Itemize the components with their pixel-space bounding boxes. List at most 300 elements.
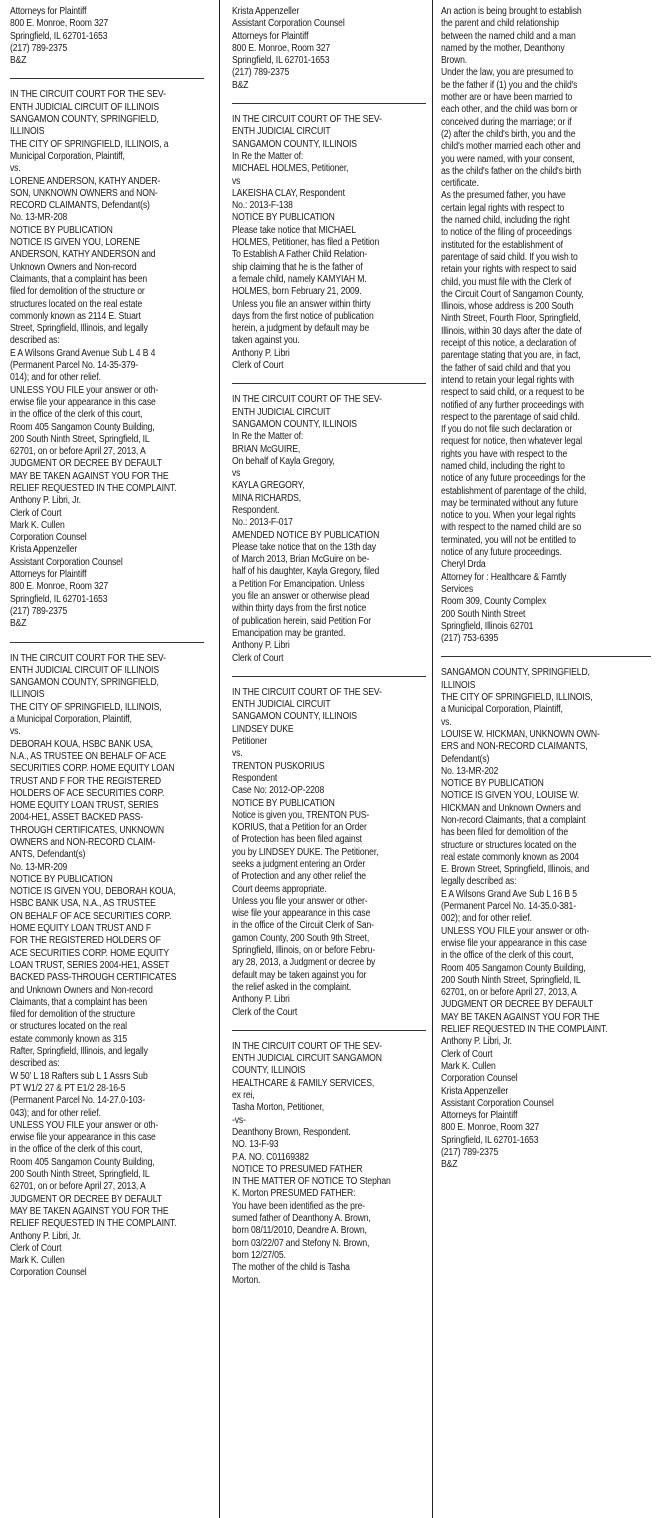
notice-line: Anthony P. Libri xyxy=(232,347,290,359)
notice-line: KORIUS, that a Petition for an Order xyxy=(232,822,367,834)
notice-line: IN THE CIRCUIT COURT OF THE SEV- xyxy=(232,1040,382,1052)
notice-line: B&Z xyxy=(441,1159,458,1171)
notice-line: RELIEF REQUESTED IN THE COMPLAINT. xyxy=(10,1218,177,1230)
notice-line: structures located on the real estate xyxy=(10,298,143,310)
notice-line: real estate commonly known as 2004 xyxy=(441,851,579,863)
notice-line: To Establish A Father Child Relation- xyxy=(232,249,368,261)
notice-line: estate commonly known as 315 xyxy=(10,1033,128,1045)
notice-separator xyxy=(232,676,426,677)
notice-line: taken against you. xyxy=(232,335,300,347)
legal-notice xyxy=(232,394,426,665)
notice-line: filed for demolition of the structure xyxy=(10,1009,135,1021)
notice-line: named child, including the right to xyxy=(441,460,565,472)
notice-line: 200 South Ninth Street, Springfield, IL xyxy=(10,1169,150,1181)
notice-line: Clerk of the Court xyxy=(232,1006,298,1018)
notice-line: As the presumed father, you have xyxy=(441,190,566,202)
notice-separator xyxy=(232,383,426,384)
notice-line: (217) 789-2375 xyxy=(232,67,290,79)
notice-line: UNLESS YOU FILE your answer or oth- xyxy=(10,1119,159,1131)
notice-line: Please take notice that on the 13th day xyxy=(232,541,376,553)
notice-line: or structures located on the real xyxy=(10,1021,127,1033)
notice-line: child, you must file with the Clerk of xyxy=(441,276,572,288)
notice-line: Clerk of Court xyxy=(441,1048,493,1060)
notice-line: SANGAMON COUNTY, SPRINGFIELD, xyxy=(10,114,159,126)
notice-line: in the office of the clerk of this court, xyxy=(441,950,574,962)
column-3 xyxy=(441,0,651,1518)
notice-line: -vs- xyxy=(232,1114,246,1126)
notice-separator xyxy=(10,78,204,79)
notice-line: mother are or have been married to xyxy=(441,92,573,104)
notice-line: OWNERS and NON-RECORD CLAIM- xyxy=(10,837,156,848)
notice-line: herein, a judgment by default may be xyxy=(232,323,370,335)
notice-line: Anthony P. Libri, Jr. xyxy=(441,1036,512,1048)
notice-line: 2004-HE1, ASSET BACKED PASS- xyxy=(10,812,144,824)
notice-line: If you do not file such declaration or xyxy=(441,424,573,436)
notice-line: 014); and for other relief. xyxy=(10,372,101,384)
notice-line: ANTS, Defendant(s) xyxy=(10,849,86,861)
notice-line: as the child's father on the child's birth xyxy=(441,165,582,177)
notice-line: LORENE ANDERSON, KATHY ANDER- xyxy=(10,175,161,187)
notice-line: Krista Appenzeller xyxy=(10,544,78,556)
notice-line: RECORD CLAIMANTS, Defendant(s) xyxy=(10,200,150,212)
notice-line: 800 E. Monroe, Room 327 xyxy=(441,1122,540,1134)
legal-notice xyxy=(232,6,426,92)
notice-line: ex rei, xyxy=(232,1090,255,1102)
notice-line: erwise file your appearance in this case xyxy=(10,1132,156,1144)
notice-line: notice of any future proceedings. xyxy=(441,547,562,559)
notice-line: ENTH JUDICIAL CIRCUIT xyxy=(232,406,331,418)
notice-line: of March 2013, Brian McGuire on be- xyxy=(232,554,370,566)
notice-line: and Unknown Owners and Non-record xyxy=(10,984,153,996)
notice-line: Services xyxy=(441,583,474,595)
notice-line: HOME EQUITY LOAN TRUST AND F xyxy=(10,923,151,935)
notice-line: has been filed for demolition of the xyxy=(441,827,569,839)
notice-line: vs. xyxy=(10,163,21,175)
notice-line: request for notice, then whatever legal xyxy=(441,436,583,448)
notice-line: vs. xyxy=(441,716,452,728)
notice-line: E A Wilsons Grand Avenue Sub L 4 B 4 xyxy=(10,347,156,359)
notice-line: (217) 789-2375 xyxy=(441,1147,499,1159)
notice-line: Assistant Corporation Counsel xyxy=(232,18,345,30)
notice-line: default may be taken against you for xyxy=(232,969,367,981)
notice-line: (Permanent Parcel No. 14-27.0-103- xyxy=(10,1095,145,1107)
notice-line: the parent and child relationship xyxy=(441,18,559,30)
notice-line: NOTICE BY PUBLICATION xyxy=(232,797,335,809)
notice-line: No.: 2013-F-138 xyxy=(232,200,293,212)
notice-line: receipt of this notice, a declaration of xyxy=(441,338,577,350)
notice-line: 62701, on or before April 27, 2013, A xyxy=(441,987,577,999)
notice-line: NOTICE IS GIVEN YOU, LORENE xyxy=(10,237,140,249)
notice-line: NOTICE BY PUBLICATION xyxy=(232,212,335,224)
notice-line: Attorneys for Plaintiff xyxy=(441,1110,518,1122)
notice-line: of publication herein, said Petition For xyxy=(232,615,371,627)
notice-line: IN THE CIRCUIT COURT OF THE SEV- xyxy=(232,686,382,698)
notice-line: Clerk of Court xyxy=(10,507,62,519)
legal-notice xyxy=(10,6,204,67)
notice-line: retain your rights with respect to said xyxy=(441,264,577,276)
notice-line: NO. 13-F-93 xyxy=(232,1139,279,1151)
notice-line: No.: 2013-F-017 xyxy=(232,517,293,529)
notice-line: N.A., AS TRUSTEE ON BEHALF OF ACE xyxy=(10,750,166,762)
notice-line: the named child, including the right xyxy=(441,215,570,227)
column-divider-1 xyxy=(219,0,220,1518)
notice-line: AMENDED NOTICE BY PUBLICATION xyxy=(232,529,380,541)
notice-line: born 08/11/2010, Deandre A. Brown, xyxy=(232,1225,367,1237)
notice-line: the Circuit Court of Sangamon County, xyxy=(441,288,584,300)
notice-line: Corporation Counsel xyxy=(441,1073,518,1085)
notice-line: Room 309, County Complex xyxy=(441,596,547,608)
notice-line: BRIAN McGUIRE, xyxy=(232,443,301,455)
notice-line: K. Morton PRESUMED FATHER: xyxy=(232,1188,356,1200)
notice-line: ship claiming that he is the father of xyxy=(232,261,363,273)
notice-line: MAY BE TAKEN AGAINST YOU FOR THE xyxy=(10,1205,169,1217)
notice-line: Attorney for : Healthcare & Famtly xyxy=(441,571,567,583)
notice-line: SON, UNKNOWN OWNERS and NON- xyxy=(10,187,158,199)
notice-line: IN THE CIRCUIT COURT OF THE SEV- xyxy=(232,394,382,406)
notice-line: Corporation Counsel xyxy=(10,1267,87,1279)
notice-line: Notice is given you, TRENTON PUS- xyxy=(232,809,370,821)
notice-line: SANGAMON COUNTY, SPRINGFIELD, xyxy=(441,667,590,679)
notice-line: ENTH JUDICIAL CIRCUIT OF ILLINOIS xyxy=(10,101,159,113)
notice-line: NOTICE BY PUBLICATION xyxy=(10,873,113,885)
notice-line: HSBC BANK USA, N.A., AS TRUSTEE xyxy=(10,898,156,910)
notice-line: respect to the parentage of said child. xyxy=(441,411,580,423)
notice-line: COUNTY, ILLINOIS xyxy=(232,1065,306,1077)
notice-line: gamon County, 200 South 9th Street, xyxy=(232,932,370,944)
notice-line: LOUISE W. HICKMAN, UNKNOWN OWN- xyxy=(441,728,600,740)
notice-line: 62701, on or before April 27, 2013, A xyxy=(10,446,146,458)
notice-line: IN THE CIRCUIT COURT FOR THE SEV- xyxy=(10,652,166,664)
notice-line: E A Wilsons Grand Ave Sub L 16 B 5 xyxy=(441,888,577,900)
notice-line: Tasha Morton, Petitioner, xyxy=(232,1102,325,1114)
notice-line: born 03/22/07 and Stefony N. Brown, xyxy=(232,1237,370,1249)
column-1 xyxy=(10,0,204,1518)
notice-line: IN THE CIRCUIT COURT FOR THE SEV- xyxy=(10,89,166,101)
notice-line: Morton. xyxy=(232,1274,261,1286)
notice-line: half of his daughter, Kayla Gregory, filed xyxy=(232,566,380,578)
notice-line: a female child, namely KAMYIAH M. xyxy=(232,273,367,285)
notice-line: Defendant(s) xyxy=(441,753,490,765)
notice-line: ENTH JUDICIAL CIRCUIT OF ILLINOIS xyxy=(10,664,159,676)
notice-line: Illinois, whose address is 200 South xyxy=(441,301,574,313)
notice-line: FOR THE REGISTERED HOLDERS OF xyxy=(10,935,161,947)
notice-line: filed for demolition of the structure or xyxy=(10,286,145,298)
notice-line: Anthony P. Libri, Jr. xyxy=(10,1230,81,1242)
notice-line: IN THE CIRCUIT COURT OF THE SEV- xyxy=(232,114,382,126)
notice-line: Court deems appropriate. xyxy=(232,883,327,895)
notice-line: vs xyxy=(232,468,241,480)
legal-notice xyxy=(10,653,204,1280)
notice-line: Rafter, Springfield, Illinois, and legally xyxy=(10,1046,148,1058)
notice-line: ON BEHALF OF ACE SECURITIES CORP. xyxy=(10,910,172,922)
notice-line: ILLINOIS xyxy=(441,679,476,691)
notice-line: Deanthony Brown, Respondent. xyxy=(232,1126,351,1138)
notice-line: Krista Appenzeller xyxy=(232,6,300,17)
notice-line: 62701, on or before April 27, 2013, A xyxy=(10,1181,146,1193)
notice-line: (Permanent Parcel No. 14-35.0-381- xyxy=(441,901,576,913)
notice-line: Claimants, that a complaint has been xyxy=(10,273,148,285)
notice-line: On behalf of Kayla Gregory, xyxy=(232,455,335,467)
notice-line: Mark K. Cullen xyxy=(10,1255,65,1267)
notice-line: MAY BE TAKEN AGAINST YOU FOR THE xyxy=(441,1011,600,1023)
notice-line: JUDGMENT OR DECREE BY DEFAULT xyxy=(441,999,593,1011)
notice-line: commonly known as 2114 E. Stuart xyxy=(10,310,141,322)
notice-line: Attorneys for Plaintiff xyxy=(10,569,87,581)
notice-line: LOAN TRUST, SERIES 2004-HE1, ASSET xyxy=(10,959,170,971)
notice-separator xyxy=(10,642,204,643)
notice-line: SANGAMON COUNTY, ILLINOIS xyxy=(232,138,357,150)
notice-separator xyxy=(441,656,651,657)
notice-line: Municipal Corporation, Plaintiff, xyxy=(10,150,125,162)
notice-line: NOTICE TO PRESUMED FATHER xyxy=(232,1163,363,1175)
notice-line: B&Z xyxy=(10,55,27,67)
notice-line: instituted for the establishment of xyxy=(441,239,563,251)
notice-line: Respondent xyxy=(232,772,278,784)
notice-line: Anthony P. Libri xyxy=(232,640,290,652)
notice-line: wise file your appearance in this case xyxy=(232,908,371,920)
notice-line: Springfield, Illinois, on or before Febru- xyxy=(232,945,376,957)
notice-line: born 12/27/05. xyxy=(232,1249,286,1261)
notice-line: TRUST AND F FOR THE REGISTERED xyxy=(10,775,161,787)
notice-line: Mark K. Cullen xyxy=(441,1060,496,1072)
notice-line: Mark K. Cullen xyxy=(10,519,65,531)
notice-line: KAYLA GREGORY, xyxy=(232,480,305,492)
notice-line: Springfield, IL 62701-1653 xyxy=(441,1134,539,1146)
notice-line: Springfield, IL 62701-1653 xyxy=(10,593,108,605)
notice-line: Unless you file an answer within thirty xyxy=(232,298,371,310)
notice-line: NOTICE IS GIVEN YOU, DEBORAH KOUA, xyxy=(10,886,176,898)
notice-line: vs xyxy=(232,175,241,187)
notice-line: Room 405 Sangamon County Building, xyxy=(10,1156,155,1168)
notice-line: BACKED PASS-THROUGH CERTIFICATES xyxy=(10,972,177,984)
notice-line: NOTICE BY PUBLICATION xyxy=(441,778,544,790)
notice-line: Brown. xyxy=(441,55,468,67)
notice-line: Room 405 Sangamon County Building, xyxy=(10,421,155,433)
notice-line: (2) after the child's birth, you and the xyxy=(441,128,576,140)
notice-line: erwise file your appearance in this case xyxy=(10,396,156,408)
notice-line: Non-record Claimants, that a complaint xyxy=(441,815,586,826)
legal-notice xyxy=(232,687,426,1019)
notice-line: HOME EQUITY LOAN TRUST, SERIES xyxy=(10,800,159,812)
notice-line: days from the first notice of publication xyxy=(232,310,374,322)
notice-line: The mother of the child is Tasha xyxy=(232,1262,350,1274)
notice-line: HICKMAN and Unknown Owners and xyxy=(441,802,581,814)
notice-line: NOTICE IS GIVEN YOU, LOUISE W. xyxy=(441,790,580,802)
notice-line: intend to retain your legal rights with xyxy=(441,374,574,386)
notice-line: ACE SECURITIES CORP. HOME EQUITY xyxy=(10,947,169,959)
notice-line: 200 South Ninth Street xyxy=(441,608,526,620)
notice-line: No. 13-MR-209 xyxy=(10,861,68,873)
legal-notice xyxy=(10,89,204,630)
notice-line: seeks a judgment entering an Order xyxy=(232,859,366,870)
notice-line: (217) 789-2375 xyxy=(10,42,68,54)
notice-line: 800 E. Monroe, Room 327 xyxy=(10,18,109,30)
notice-line: ENTH JUDICIAL CIRCUIT SANGAMON xyxy=(232,1053,382,1065)
notice-line: establishment of parentage of the child, xyxy=(441,485,587,497)
notice-line: IN THE MATTER OF NOTICE TO Stephan xyxy=(232,1176,391,1188)
notice-line: In Re the Matter of: xyxy=(232,150,304,162)
notice-line: (217) 789-2375 xyxy=(10,605,68,617)
notice-line: An action is being brought to establish xyxy=(441,6,582,17)
notice-line: you file an answer or otherwise plead xyxy=(232,591,370,603)
notice-line: No. 13-MR-202 xyxy=(441,765,499,777)
notice-line: within thirty days from the first notice xyxy=(232,603,367,615)
notice-line: RELIEF REQUESTED IN THE COMPLAINT. xyxy=(10,482,177,494)
notice-line: rights you have with respect to the xyxy=(441,448,568,460)
notice-line: terminated, you will not be entitled to xyxy=(441,534,576,546)
notice-line: Krista Appenzeller xyxy=(441,1085,509,1097)
notice-line: DEBORAH KOUA, HSBC BANK USA, xyxy=(10,738,153,750)
notice-line: (217) 753-6395 xyxy=(441,633,499,645)
notice-line: notice of any future proceedings for the xyxy=(441,473,586,485)
notice-line: Assistant Corporation Counsel xyxy=(10,556,123,568)
notice-line: Unknown Owners and Non-record xyxy=(10,261,137,273)
notice-line: Under the law, you are presumed to xyxy=(441,67,574,79)
notice-line: PT W1/2 27 & PT E1/2 28-16-5 xyxy=(10,1082,126,1094)
notice-line: notified of any further proceedings with xyxy=(441,399,584,411)
notice-line: vs. xyxy=(232,748,243,760)
notice-line: Cheryl Drda xyxy=(441,559,486,571)
notice-line: in the office of the clerk of this court, xyxy=(10,409,143,421)
notice-line: 002); and for other relief. xyxy=(441,913,532,925)
notice-line: notice to you. When your legal rights xyxy=(441,510,576,522)
notice-line: of Protection and any other relief the xyxy=(232,871,366,883)
notice-line: SANGAMON COUNTY, ILLINOIS xyxy=(232,418,357,430)
notice-line: with respect to the named child are so xyxy=(441,522,582,534)
notice-line: named by the mother, Deanthony xyxy=(441,42,565,54)
notice-line: a Municipal Corporation, Plaintiff, xyxy=(10,714,132,726)
notice-line: 800 E. Monroe, Room 327 xyxy=(10,581,109,593)
notice-line: certain legal rights with respect to xyxy=(441,202,565,214)
notice-line: Claimants, that a complaint has been xyxy=(10,996,148,1008)
notice-line: Room 405 Sangamon County Building, xyxy=(441,962,586,974)
notice-line: you were named, with your consent, xyxy=(441,153,575,165)
notice-line: Emancipation may be granted. xyxy=(232,627,346,639)
notice-line: the father of said child and that you xyxy=(441,362,571,374)
notice-line: UNLESS YOU FILE your answer or oth- xyxy=(10,384,159,396)
notice-line: THE CITY OF SPRINGFIELD, ILLINOIS, xyxy=(441,692,593,704)
column-divider-2 xyxy=(432,0,433,1518)
notice-line: 200 South Ninth Street, Springfield, IL xyxy=(10,433,150,445)
notice-line: SECURITIES CORP. HOME EQUITY LOAN xyxy=(10,763,175,775)
notice-line: respect to said child, or a request to be xyxy=(441,387,585,399)
notice-line: 800 E. Monroe, Room 327 xyxy=(232,42,331,54)
notice-line: structure or structures located on the xyxy=(441,839,577,851)
notice-line: Springfield, IL 62701-1653 xyxy=(232,55,330,67)
column-2 xyxy=(232,0,426,1518)
notice-line: MAY BE TAKEN AGAINST YOU FOR THE xyxy=(10,470,169,482)
legal-notice xyxy=(232,1041,426,1287)
notice-line: to notice of the filing of proceedings xyxy=(441,227,572,239)
notice-line: SANGAMON COUNTY, SPRINGFIELD, xyxy=(10,677,159,689)
notice-line: W 50' L 18 Rafters sub L 1 Assrs Sub xyxy=(10,1070,148,1082)
notice-line: ANDERSON, KATHY ANDERSON and xyxy=(10,249,156,261)
notice-line: described as: xyxy=(10,1058,60,1070)
notice-line: ERS and NON-RECORD CLAIMANTS, xyxy=(441,741,588,753)
notice-line: Corporation Counsel xyxy=(10,532,87,544)
notice-line: You have been identified as the pre- xyxy=(232,1200,365,1212)
notice-line: may be terminated without any future xyxy=(441,497,579,509)
notice-line: parentage stating that you are, in fact, xyxy=(441,350,581,362)
notice-line: HOLMES, born February 21, 2009. xyxy=(232,286,362,298)
notice-line: Assistant Corporation Counsel xyxy=(441,1097,554,1109)
notice-line: between the named child and a man xyxy=(441,30,576,42)
notice-line: THE CITY OF SPRINGFIELD, ILLINOIS, xyxy=(10,701,162,713)
notice-line: Clerk of Court xyxy=(232,652,284,664)
notice-line: UNLESS YOU FILE your answer or oth- xyxy=(441,925,590,937)
notice-line: Attorneys for Plaintiff xyxy=(232,30,309,42)
notice-line: described as: xyxy=(10,335,60,347)
notice-line: Attorneys for Plaintiff xyxy=(10,6,87,17)
notice-line: ILLINOIS xyxy=(10,126,45,138)
notice-line: legally described as: xyxy=(441,876,517,888)
notice-line: certificate. xyxy=(441,178,479,190)
notice-line: Springfield, Illinois 62701 xyxy=(441,620,534,632)
legal-notice xyxy=(441,6,651,645)
notice-line: Illinois, within 30 days after the date of xyxy=(441,325,582,337)
notice-line: 200 South Ninth Street, Springfield, IL xyxy=(441,974,581,986)
notice-line: B&Z xyxy=(232,79,249,91)
notice-line: E. Brown Street, Springfield, Illinois, and xyxy=(441,864,590,876)
notice-line: Springfield, IL 62701-1653 xyxy=(10,30,108,42)
notice-line: MICHAEL HOLMES, Petitioner, xyxy=(232,163,349,175)
notice-line: TRENTON PUSKORIUS xyxy=(232,760,325,772)
notice-line: HOLDERS OF ACE SECURITIES CORP. xyxy=(10,787,165,799)
notice-line: erwise file your appearance in this case xyxy=(441,937,587,949)
notice-line: Anthony P. Libri, Jr. xyxy=(10,495,81,507)
notice-separator xyxy=(232,103,426,104)
notice-line: in the office of the Circuit Clerk of San- xyxy=(232,920,374,932)
notice-line: ENTH JUDICIAL CIRCUIT xyxy=(232,126,331,138)
notice-line: Petitioner xyxy=(232,736,268,748)
notice-line: Anthony P. Libri xyxy=(232,994,290,1006)
notice-line: child's mother married each other and xyxy=(441,141,581,153)
notice-line: JUDGMENT OR DECREE BY DEFAULT xyxy=(10,458,162,470)
notice-line: a Municipal Corporation, Plaintiff, xyxy=(441,704,563,716)
notice-line: No. 13-MR-208 xyxy=(10,212,68,224)
notice-line: B&Z xyxy=(10,618,27,630)
notice-line: SANGAMON COUNTY, ILLINOIS xyxy=(232,711,357,723)
legal-notice xyxy=(232,114,426,372)
notice-line: Ninth Street, Fourth Floor, Springfield, xyxy=(441,313,581,325)
notice-line: ary 28, 2013, a Judgment or decree by xyxy=(232,957,376,969)
notice-line: NOTICE BY PUBLICATION xyxy=(10,224,113,236)
notice-line: THE CITY OF SPRINGFIELD, ILLINOIS, a xyxy=(10,138,169,150)
notice-line: MINA RICHARDS, xyxy=(232,492,302,504)
notice-line: sumed father of Deanthony A. Brown, xyxy=(232,1213,371,1225)
notice-line: LAKEISHA CLAY, Respondent xyxy=(232,187,345,199)
notice-line: Unless you file your answer or other- xyxy=(232,895,368,907)
notice-line: Clerk of Court xyxy=(10,1242,62,1254)
notice-line: Clerk of Court xyxy=(232,360,284,372)
notice-line: be the father if (1) you and the child's xyxy=(441,79,578,91)
notice-line: conceived during the marriage; or if xyxy=(441,116,572,128)
notice-line: each other, and the child was born or xyxy=(441,104,578,116)
notice-line: HOLMES, Petitioner, has filed a Petition xyxy=(232,237,380,249)
notice-line: of Protection has been filed against xyxy=(232,834,362,846)
notice-line: Case No: 2012-OP-2208 xyxy=(232,785,325,797)
notice-line: JUDGMENT OR DECREE BY DEFAULT xyxy=(10,1193,162,1205)
notice-line: 043); and for other relief. xyxy=(10,1107,101,1119)
notice-line: P.A. NO. C01169382 xyxy=(232,1151,309,1163)
notice-line: vs. xyxy=(10,726,21,738)
notice-line: a Petition For Emancipation. Unless xyxy=(232,578,365,590)
notice-line: parentage of said child. If you wish to xyxy=(441,251,578,263)
notice-line: RELIEF REQUESTED IN THE COMPLAINT. xyxy=(441,1024,608,1036)
notice-line: Street, Springfield, Illinois, and legally xyxy=(10,323,148,335)
notice-line: Please take notice that MICHAEL xyxy=(232,224,356,236)
notice-line: ILLINOIS xyxy=(10,689,45,701)
